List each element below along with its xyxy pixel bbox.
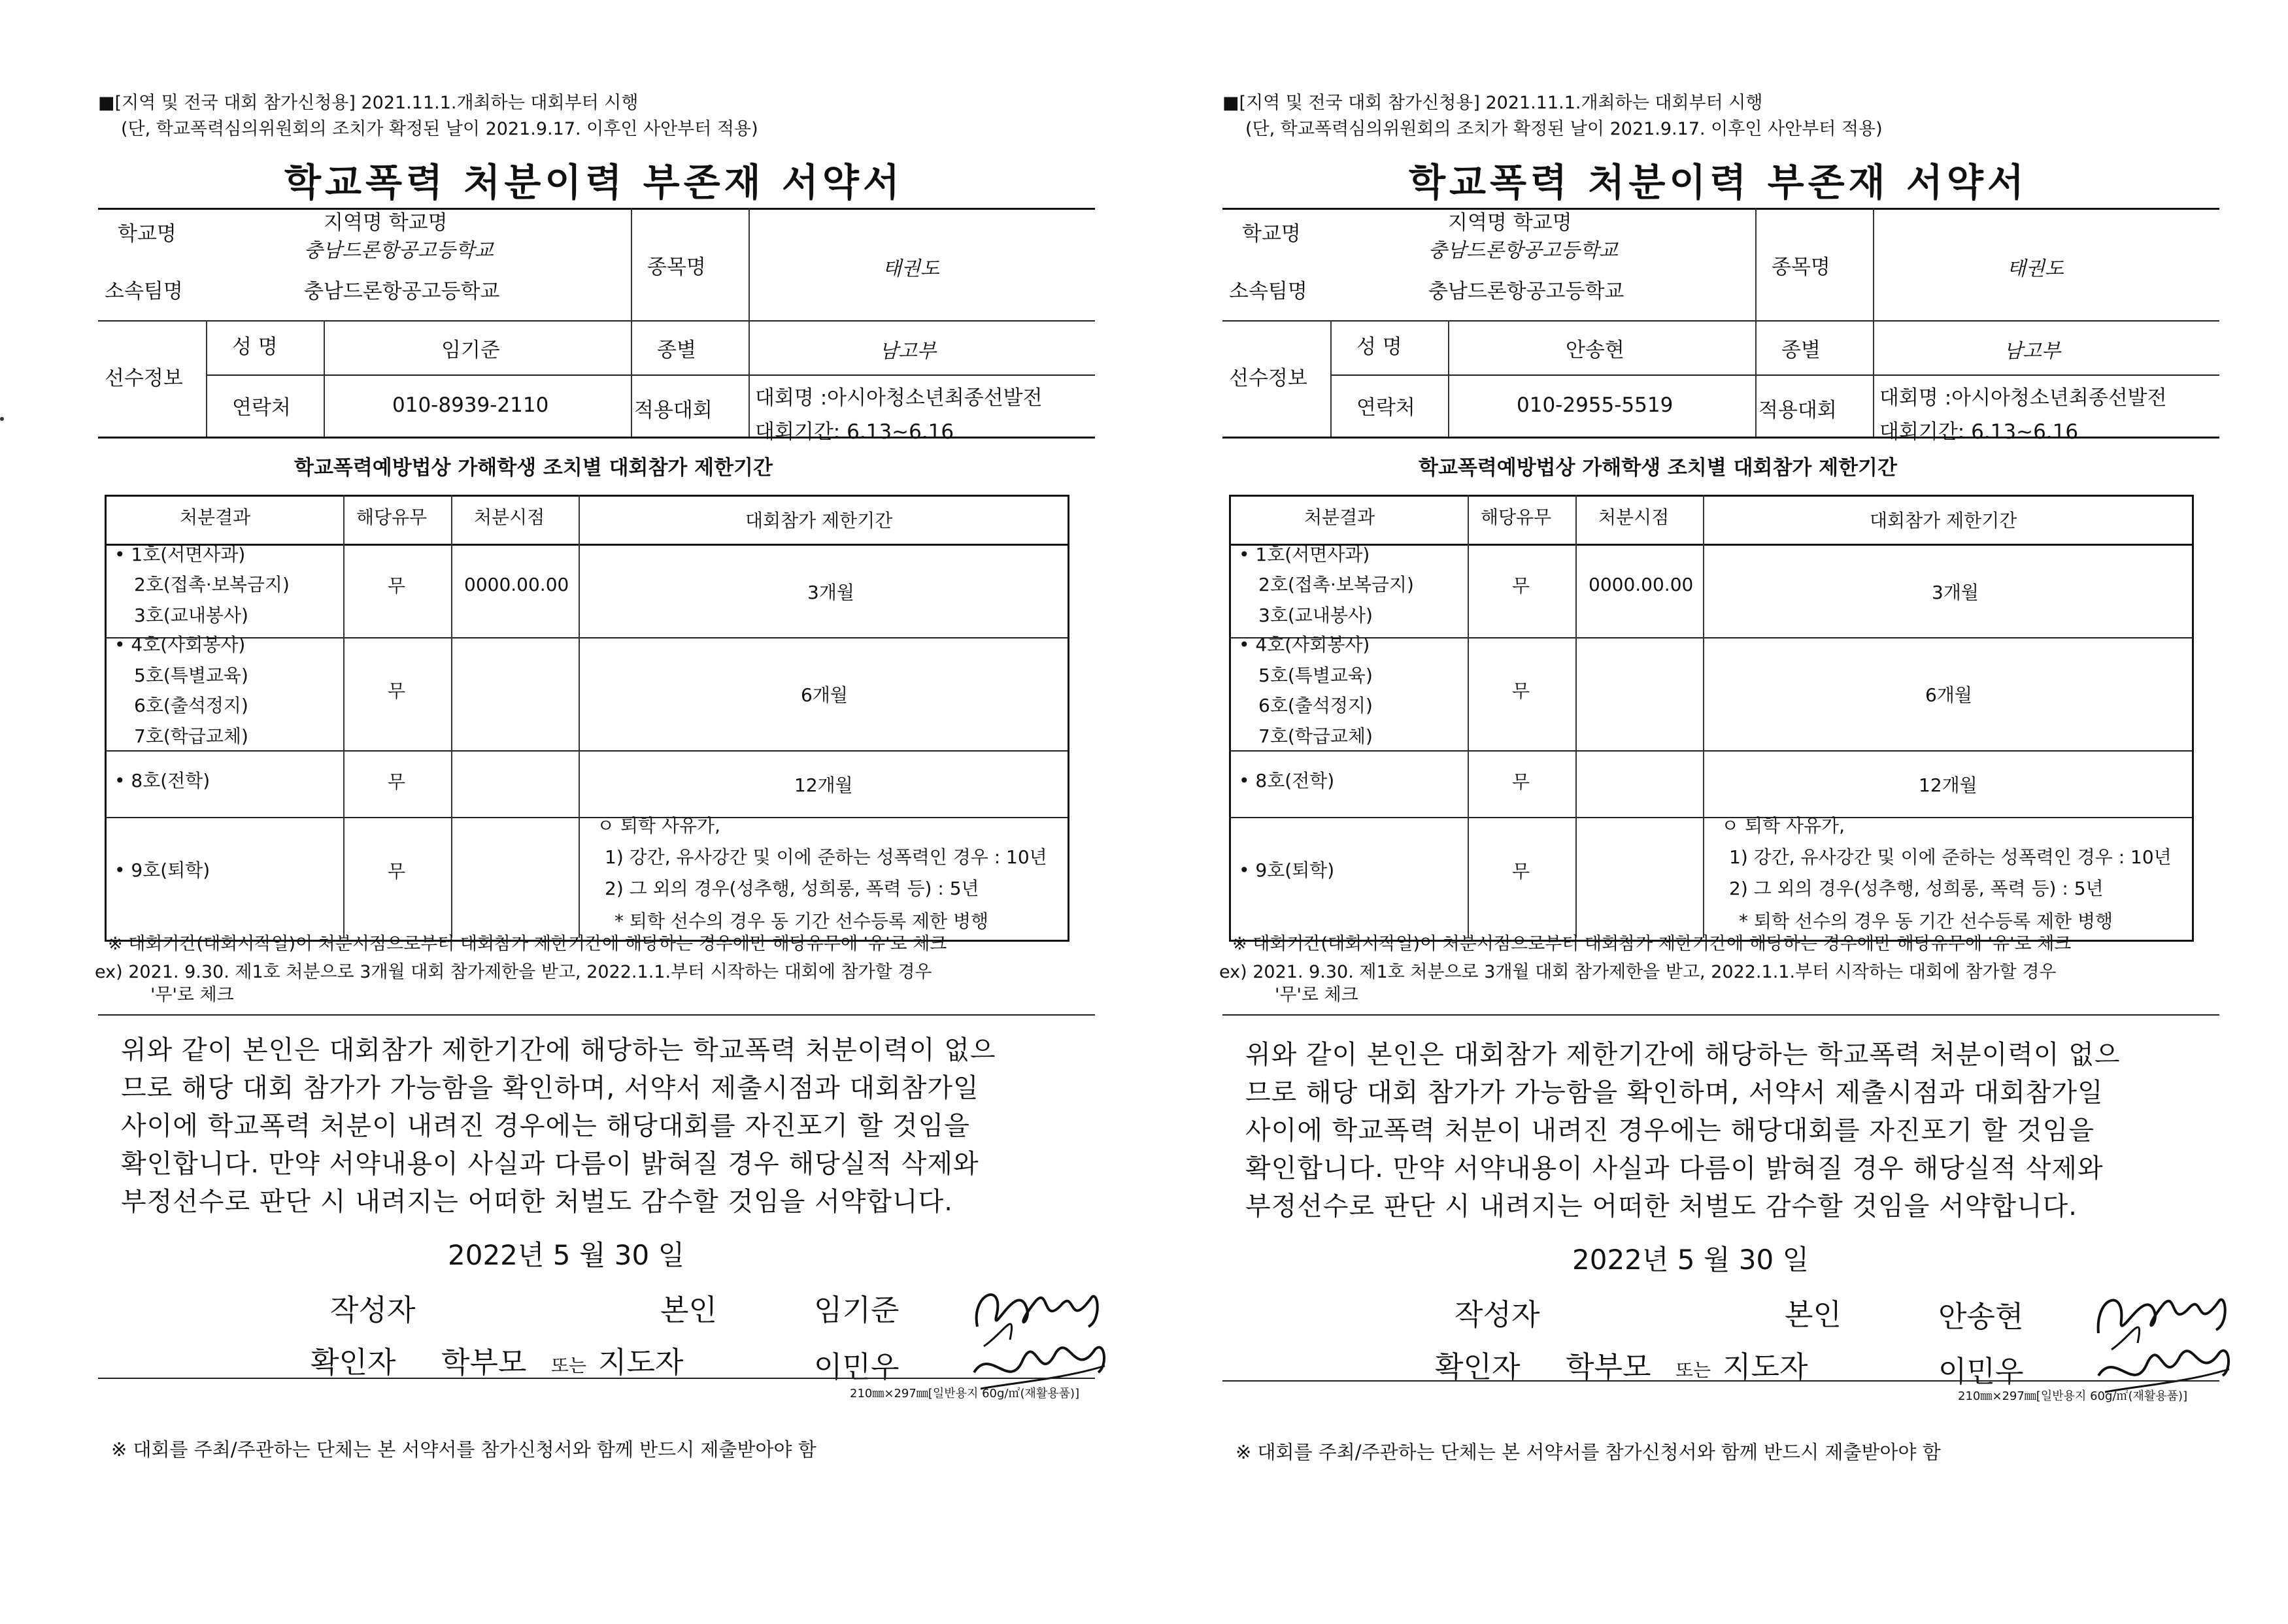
coach-label: 지도자 [598,1345,684,1380]
comp-name: 아시아청소년최종선발전 [827,386,1043,410]
team-label: 소속팀명 [105,280,183,303]
contact-label: 연락처 [1356,396,1415,420]
note-3: '무'로 체크 [150,985,234,1005]
applied-label: 적용대회 [1758,399,1837,422]
school-sub-label: 지역명 학교명 [324,211,448,235]
body-line-1: 위와 같이 본인은 대회참가 제한기간에 해당하는 학교폭력 처분이력이 없으 [121,1035,996,1065]
restriction-title: 학교폭력예방법상 가해학생 조치별 대회참가 제한기간 [294,456,773,480]
signer-name: 임기준 [814,1293,900,1327]
comp-period-line: 대회기간: 6.13~6.16 [1879,420,2079,444]
gender-value: 남고부 [2004,340,2061,363]
body-line-3: 사이에 학교폭력 처분이 내려진 경우에는 해당대회를 자진포기 할 것임을 [121,1111,970,1141]
coach-name: 이민우 [814,1350,900,1384]
footer-note: ※ 대회를 주최/주관하는 단체는 본 서약서를 참가신청서와 함께 반드시 제출받아야 함 [111,1438,816,1461]
header-line-2: (단, 학교폭력심의위원회의 조치가 확정된 날이 2021.9.17. 이후인 사안부터 적용) [1245,119,1883,139]
pledge-form-left [95,0,1173,1624]
restriction-title: 학교폭력예방법상 가해학생 조치별 대회참가 제한기간 [1419,456,1897,480]
self-label: 본인 [660,1293,717,1327]
note-1: ※ 대회기간(대회시작일)이 처분시점으로부터 대회참가 제한기간에 해당하는 경우에만 해당유무에 '유'로 체크 [108,934,947,954]
th-date: 처분시점 [474,506,545,528]
item-3: 3호(교내봉사) [1258,605,1373,626]
th-period: 대회참가 제한기간 [1870,510,2017,531]
item-6: 6호(출석정지) [134,695,248,716]
body-line-1: 위와 같이 본인은 대회참가 제한기간에 해당하는 학교폭력 처분이력이 없으 [1245,1040,2121,1070]
event-label: 종목명 [1772,256,1830,279]
note-3: '무'로 체크 [1275,985,1358,1005]
or-label: 또는 [551,1355,587,1376]
comp-name: 아시아청소년최종선발전 [1951,386,2167,410]
coach-name: 이민우 [1938,1354,2024,1389]
pledge-form-right [1219,0,2288,1624]
school-label: 학교명 [118,222,177,246]
item-5: 5호(특별교육) [1258,665,1373,686]
coach-label: 지도자 [1723,1350,1808,1384]
item-3: 3호(교내봉사) [134,605,248,626]
item-4: • 4호(사회봉사) [114,634,246,655]
item-9: • 9호(퇴학) [1239,859,1335,881]
player-info-label: 선수정보 [1229,367,1307,390]
pledge-date: 2022년 5 월 30 일 [1572,1244,1809,1276]
row4-period-line-2: 1) 강간, 유사강간 및 이에 준하는 성폭력인 경우 : 10년 [605,846,1047,868]
signature-scribble [2089,1271,2239,1402]
item-8: • 8호(전학) [1239,770,1335,791]
name-label: 성 명 [232,335,278,359]
row2-yn: 무 [388,680,406,702]
comp-name-line: 대회명 :아시아청소년최종선발전 [1879,386,2167,410]
gender-label: 종별 [657,339,696,362]
row4-period-line-3: 2) 그 외의 경우(성추행, 성희롱, 폭력 등) : 5년 [1729,878,2104,899]
pledge-date: 2022년 5 월 30 일 [448,1239,685,1271]
signer-name: 안송현 [1938,1299,2024,1334]
comp-name-line: 대회명 :아시아청소년최종선발전 [755,386,1043,410]
item-9: • 9호(퇴학) [114,859,210,881]
item-7: 7호(학급교체) [134,725,248,747]
row4-yn: 무 [388,861,406,882]
item-1: • 1호(서면사과) [1239,544,1370,565]
team-label: 소속팀명 [1229,280,1307,303]
row4-period-line-4: * 퇴학 선수의 경우 동 기간 선수등록 제한 병행 [614,910,989,932]
th-result: 처분결과 [1304,506,1375,528]
school-sub-label: 지역명 학교명 [1448,211,1572,235]
th-applicable: 해당유무 [1481,506,1552,528]
row4-period-line-4: * 퇴학 선수의 경우 동 기간 선수등록 제한 병행 [1739,910,2113,932]
body-line-2: 므로 해당 대회 참가가 가능함을 확인하며, 서약서 제출시점과 대회참가일 [1245,1078,2104,1108]
writer-label: 작성자 [330,1293,416,1327]
row2-period: 6개월 [801,684,848,706]
th-applicable: 해당유무 [356,506,428,528]
paper-spec: 210㎜×297㎜[일반용지 60g/㎡(재활용품)] [850,1387,1080,1400]
item-4: • 4호(사회봉사) [1239,634,1370,655]
event-label: 종목명 [647,256,706,279]
body-line-5: 부정선수로 판단 시 내려지는 어떠한 처벌도 감수할 것임을 서약합니다. [121,1187,953,1217]
row4-period-line-1: ㅇ 퇴학 사유가, [597,815,720,837]
body-line-4: 확인합니다. 만약 서약내용이 사실과 다름이 밝혀질 경우 해당실적 삭제와 [1245,1153,2104,1184]
body-line-5: 부정선수로 판단 시 내려지는 어떠한 처벌도 감수할 것임을 서약합니다. [1245,1191,2078,1221]
event-name: 태권도 [2007,257,2064,280]
school-name: 충남드론항공고등학교 [1428,239,1618,262]
gender-value: 남고부 [879,340,936,363]
row1-yn: 무 [1512,575,1530,597]
scan-speck [0,417,4,421]
row1-period: 3개월 [1932,582,1979,603]
row3-yn: 무 [388,771,406,793]
comp-period: 6.13~6.16 [1971,420,2079,444]
self-label: 본인 [1785,1297,1842,1332]
header-line-2: (단, 학교폭력심의위원회의 조치가 확정된 날이 2021.9.17. 이후인 사안부터 적용) [121,119,758,139]
row3-period: 12개월 [1919,774,1977,796]
th-result: 처분결과 [180,506,251,528]
comp-period-line: 대회기간: 6.13~6.16 [755,420,954,444]
player-name: 안송현 [1566,339,1624,362]
row4-period-line-2: 1) 강간, 유사강간 및 이에 준하는 성폭력인 경우 : 10년 [1729,846,2172,868]
event-name: 태권도 [883,257,939,280]
row3-period: 12개월 [794,774,853,796]
player-name: 임기준 [441,339,500,362]
th-date: 처분시점 [1598,506,1670,528]
school-name: 충남드론항공고등학교 [304,239,494,262]
row1-period: 3개월 [807,582,854,603]
confirmer-label: 확인자 [311,1345,396,1380]
body-line-4: 확인합니다. 만약 서약내용이 사실과 다름이 밝혀질 경우 해당실적 삭제와 [121,1149,979,1179]
row1-date: 0000.00.00 [464,574,569,595]
team-name: 충남드론항공고등학교 [1428,280,1624,303]
writer-label: 작성자 [1455,1297,1540,1332]
item-6: 6호(출석정지) [1258,695,1373,716]
name-label: 성 명 [1356,335,1402,359]
item-2: 2호(접촉·보복금지) [1258,574,1414,595]
note-1: ※ 대회기간(대회시작일)이 처분시점으로부터 대회참가 제한기간에 해당하는 경우에만 해당유무에 '유'로 체크 [1232,934,2072,954]
phone-number: 010-2955-5519 [1517,393,1674,417]
comp-period: 6.13~6.16 [847,420,954,444]
applied-label: 적용대회 [634,399,713,422]
row1-date: 0000.00.00 [1589,574,1694,595]
row2-period: 6개월 [1925,684,1972,706]
form-title: 학교폭력 처분이력 부존재 서약서 [284,160,903,205]
school-label: 학교명 [1242,222,1301,246]
body-line-3: 사이에 학교폭력 처분이 내려진 경우에는 해당대회를 자진포기 할 것임을 [1245,1116,2095,1146]
row3-yn: 무 [1512,771,1530,793]
or-label: 또는 [1675,1359,1711,1381]
item-7: 7호(학급교체) [1258,725,1373,747]
header-line-1: ■[지역 및 전국 대회 참가신청용] 2021.11.1.개최하는 대회부터 시행 [98,93,639,113]
note-2: ex) 2021. 9.30. 제1호 처분으로 3개월 대회 참가제한을 받고, 2022.1.1.부터 시작하는 대회에 참가할 경우 [95,962,932,982]
parent-label: 학부모 [1566,1350,1651,1384]
gender-label: 종별 [1781,339,1821,362]
player-info-label: 선수정보 [105,367,183,390]
paper-spec: 210㎜×297㎜[일반용지 60g/㎡(재활용품)] [1958,1389,2188,1403]
row2-yn: 무 [1512,680,1530,702]
phone-number: 010-8939-2110 [392,393,549,417]
parent-label: 학부모 [441,1345,527,1380]
item-5: 5호(특별교육) [134,665,248,686]
row4-period-line-3: 2) 그 외의 경우(성추행, 성희롱, 폭력 등) : 5년 [605,878,979,899]
item-1: • 1호(서면사과) [114,544,246,565]
note-2: ex) 2021. 9.30. 제1호 처분으로 3개월 대회 참가제한을 받고, 2022.1.1.부터 시작하는 대회에 참가할 경우 [1219,962,2057,982]
signature-scribble [964,1268,1115,1399]
item-8: • 8호(전학) [114,770,210,791]
row4-yn: 무 [1512,861,1530,882]
team-name: 충남드론항공고등학교 [304,280,500,303]
form-title: 학교폭력 처분이력 부존재 서약서 [1409,160,2028,205]
confirmer-label: 확인자 [1435,1350,1521,1384]
footer-note: ※ 대회를 주최/주관하는 단체는 본 서약서를 참가신청서와 함께 반드시 제출받아야 함 [1236,1441,1941,1463]
th-period: 대회참가 제한기간 [745,510,893,531]
body-line-2: 므로 해당 대회 참가가 가능함을 확인하며, 서약서 제출시점과 대회참가일 [121,1073,979,1103]
row1-yn: 무 [388,575,406,597]
contact-label: 연락처 [232,396,291,420]
header-line-1: ■[지역 및 전국 대회 참가신청용] 2021.11.1.개최하는 대회부터 시행 [1222,93,1763,113]
item-2: 2호(접촉·보복금지) [134,574,290,595]
row4-period-line-1: ㅇ 퇴학 사유가, [1721,815,1845,837]
